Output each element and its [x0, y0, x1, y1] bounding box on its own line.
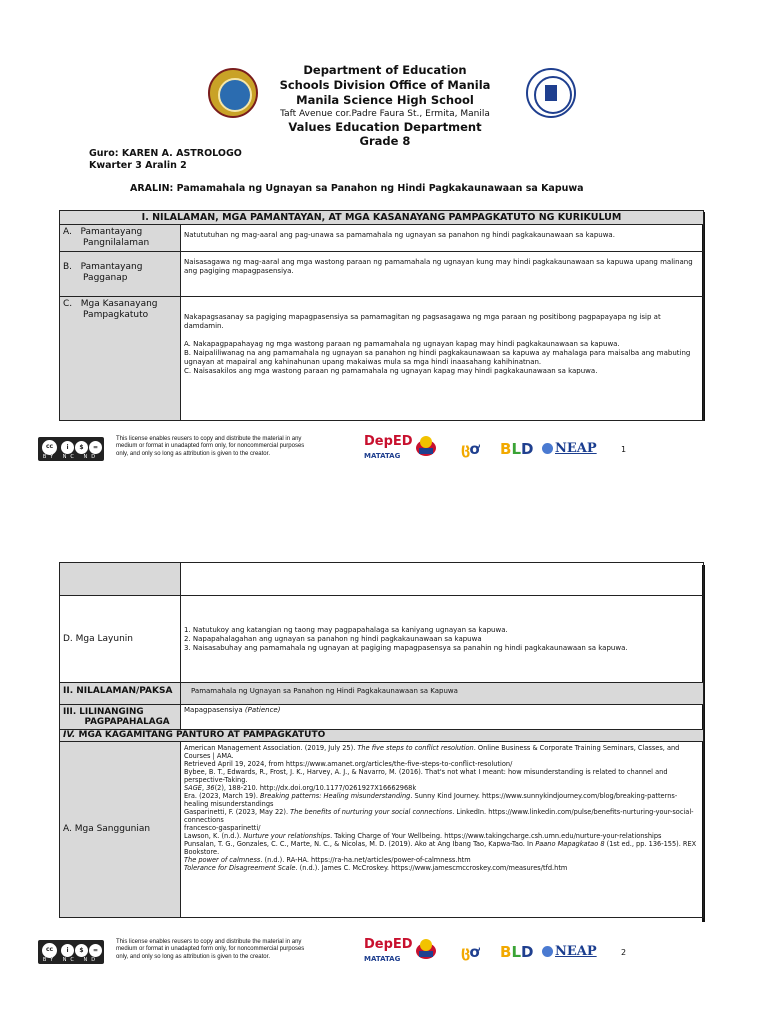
- layunin-text: 1. Natutukoy ang katangian ng taong may pagpapahalaga sa kaniyang ugnayan sa kapuwa. 2. Napapahalagahan ang ugnayan sa panahon ng hindi pagkakaunawaan sa kapuwa 3. Naisasabuhay ang pamamahala ng ugnayan at pagiging mapagpasensya sa panahin ng hindi pagkakaunawaan sa kapuwa.: [181, 596, 704, 683]
- page-number-1: 1: [621, 445, 627, 454]
- header-address: Taft Avenue cor.Padre Faura St., Ermita, Manila: [280, 109, 490, 119]
- nc-icon: $: [74, 440, 89, 455]
- continued-text-cell: [181, 563, 704, 596]
- reference-item: Lawson, K. (n.d.). Nurture your relationships. Taking Charge of Your Wellbeing. https://www.takingcharge.csh.umn.edu/nurture-your-relationships: [184, 832, 662, 840]
- reference-item: Tolerance for Disagreement Scale. (n.d.). James C. McCroskey. https://www.jamescmccroskey.com/measures/tfd.htm: [184, 864, 568, 872]
- reference-item: SAGE, 36(2), 188-210. http://dx.doi.org/10.1177/0261927X16662968k: [184, 784, 417, 792]
- neap-logo-1: NEAP: [555, 441, 597, 456]
- manila-science-high-school-seal: [526, 68, 576, 118]
- deped-logo-1: DepED: [364, 434, 413, 449]
- lilinanging-text: Mapagpasensiya (Patience): [181, 705, 704, 730]
- bagong-pilipinas-logo-icon: [414, 939, 438, 963]
- license-text-2: This license enables reusers to copy and distribute the material in any medium or format in unadapted form only, for noncommercial purposes only, and only so long as attribution is given to the creator.: [116, 939, 305, 960]
- cc-license-badge-2: cc i $ = BY NC ND: [38, 940, 104, 964]
- nd-icon: =: [88, 440, 103, 455]
- nd-icon: =: [88, 943, 103, 958]
- matatag-logo-2: MATATAG: [364, 955, 401, 963]
- lilinanging-label: III. LILINANGING PAGPAPAHALAGA: [60, 705, 181, 730]
- bld-logo-icon: BLD: [500, 440, 534, 458]
- by-icon: i: [60, 943, 75, 958]
- reference-item: Era. (2023, March 19). Breaking patterns: Healing misunderstanding. Sunny Kind Journey. https://www.sunnykindjourney.com/blog/breaking-patterns-healing misunderstandings: [184, 792, 678, 808]
- teacher-name: Guro: KAREN A. ASTROLOGO: [89, 148, 242, 159]
- globe-icon: [542, 946, 553, 957]
- reference-item: francesco-gasparinetti/: [184, 824, 261, 832]
- reference-item: The power of calmness. (n.d.). RA-HA. https://ra-ha.net/articles/power-of-calmness.htm: [184, 856, 471, 864]
- header-deped: Department of Education: [303, 63, 467, 77]
- bdo-logo-icon: ცơ: [461, 440, 479, 458]
- reference-item: American Management Association. (2019, July 25). The five steps to conflict resolution. Online Business & Corporate Training Seminars, Classes, and Courses | AMA.: [184, 744, 680, 760]
- bagong-pilipinas-logo-icon: [414, 436, 438, 460]
- reference-item: Retrieved April 19, 2024, from https://www.amanet.org/articles/the-five-steps-to-conflict-resolution/: [184, 760, 513, 768]
- nc-icon: $: [74, 943, 89, 958]
- continued-label-cell: [60, 563, 181, 596]
- bdo-logo-icon: ცơ: [461, 943, 479, 961]
- cc-license-badge-1: cc i $ = BY NC ND: [38, 437, 104, 461]
- curriculum-table-page2: [59, 562, 704, 918]
- row-text-pamantayang-pagganap: Naisasagawa ng mag-aaral ang mga wastong paraan ng pamamahala ng ugnayan kung may hindi pagkakaunawaan sa kapuwa upang malinang ang pagiging mapagpasensiya.: [181, 252, 704, 297]
- lesson-title: ARALIN: Pamamahala ng Ugnayan sa Panahon ng Hindi Pagkakaunawaan sa Kapuwa: [130, 183, 584, 194]
- matatag-logo-1: MATATAG: [364, 452, 401, 460]
- kagamitan-title: IV. MGA KAGAMITANG PANTURO AT PAMPAGKATUTO: [60, 730, 704, 742]
- cc-icon: cc: [41, 439, 58, 456]
- cc-icon: cc: [41, 942, 58, 959]
- header-grade: Grade 8: [359, 134, 411, 148]
- nilalaman-label: II. NILALAMAN/PAKSA: [60, 683, 181, 705]
- sanggunian-label: A. Mga Sanggunian: [60, 742, 181, 918]
- neap-logo-2: NEAP: [555, 944, 597, 959]
- globe-icon: [542, 443, 553, 454]
- layunin-label: D. Mga Layunin: [60, 596, 181, 683]
- section-i-title: I. NILALAMAN, MGA PAMANTAYAN, AT MGA KASANAYANG PAMPAGKATUTO NG KURIKULUM: [60, 211, 704, 225]
- quarter-lesson: Kwarter 3 Aralin 2: [89, 160, 187, 171]
- bld-logo-icon: BLD: [500, 943, 534, 961]
- row-text-kasanayang-pampagkatuto: Nakapagsasanay sa pagiging mapagpasensiya sa pamamagitan ng pagsasagawa ng mga paraan ng positibong pagpapayapa ng isip at damdamin. A. Nakapagpapahayag ng mga wastong paraan ng pamamahala ng ugnayan kapag may hindi pagkakaunawaan sa kapuwa. B. Naipaliliwanag na ang pamamahala ng ugnayan sa panahon ng hindi pagkakaunawaan sa kapuwa ay mahalaga para maisalba ang mabuting ugnayan at mapairal ang kahinahunan upang makaiwas mula sa mga hindi inaasahang kahihinatnan. C. Naisasakilos ang mga wastong paraan ng pamamahala ng ugnayan kapag may hindi pagkakaunawaan sa kapuwa.: [181, 297, 704, 421]
- license-text-1: This license enables reusers to copy and distribute the material in any medium or format in unadapted form only, for noncommercial purposes only, and only so long as attribution is given to the creator.: [116, 436, 305, 457]
- by-icon: i: [60, 440, 75, 455]
- row-text-pamantayang-pangnilalaman: Natututuhan ng mag-aaral ang pag-unawa sa pamamahala ng ugnayan sa panahon ng hindi pagkakaunawaan sa kapuwa.: [181, 225, 704, 252]
- header-school: Manila Science High School: [296, 93, 474, 107]
- reference-item: Bybee, B. T., Edwards, R., Frost, J. K., Harvey, A. J., & Navarro, M. (2016). That's not what I meant: how misunderstanding is related to channel and perspective-Taking.: [184, 768, 668, 784]
- deped-logo-2: DepED: [364, 937, 413, 952]
- reference-item: Punsalan, T. G., Gonzales, C. C., Marte, N. C., & Nicolas, M. D. (2019). Ako at Ang Ibang Tao, Kapwa-Tao. In Paano Mapagkatao 8 (1st ed., pp. 136-155). REX Bookstore.: [184, 840, 697, 856]
- page-number-2: 2: [621, 948, 627, 957]
- reference-item: Gasparinetti, F. (2023, May 22). The benefits of nurturing your social connections. LinkedIn. https://www.linkedin.com/pulse/benefits-nurturing-your-social-connections: [184, 808, 694, 824]
- header-department: Values Education Department: [288, 120, 482, 134]
- nilalaman-text: Pamamahala ng Ugnayan sa Panahon ng Hindi Pagkakaunawaan sa Kapuwa: [181, 683, 704, 705]
- row-label-pamantayang-pangnilalaman: A. Pamantayang Pangnilalaman: [60, 225, 181, 252]
- curriculum-table-page1: [59, 210, 704, 421]
- row-label-kasanayang-pampagkatuto: C. Mga Kasanayang Pampagkatuto: [60, 297, 181, 421]
- sanggunian-list: [181, 742, 704, 918]
- row-label-pamantayang-pagganap: B. Pamantayang Pagganap: [60, 252, 181, 297]
- header-sdo: Schools Division Office of Manila: [279, 78, 491, 92]
